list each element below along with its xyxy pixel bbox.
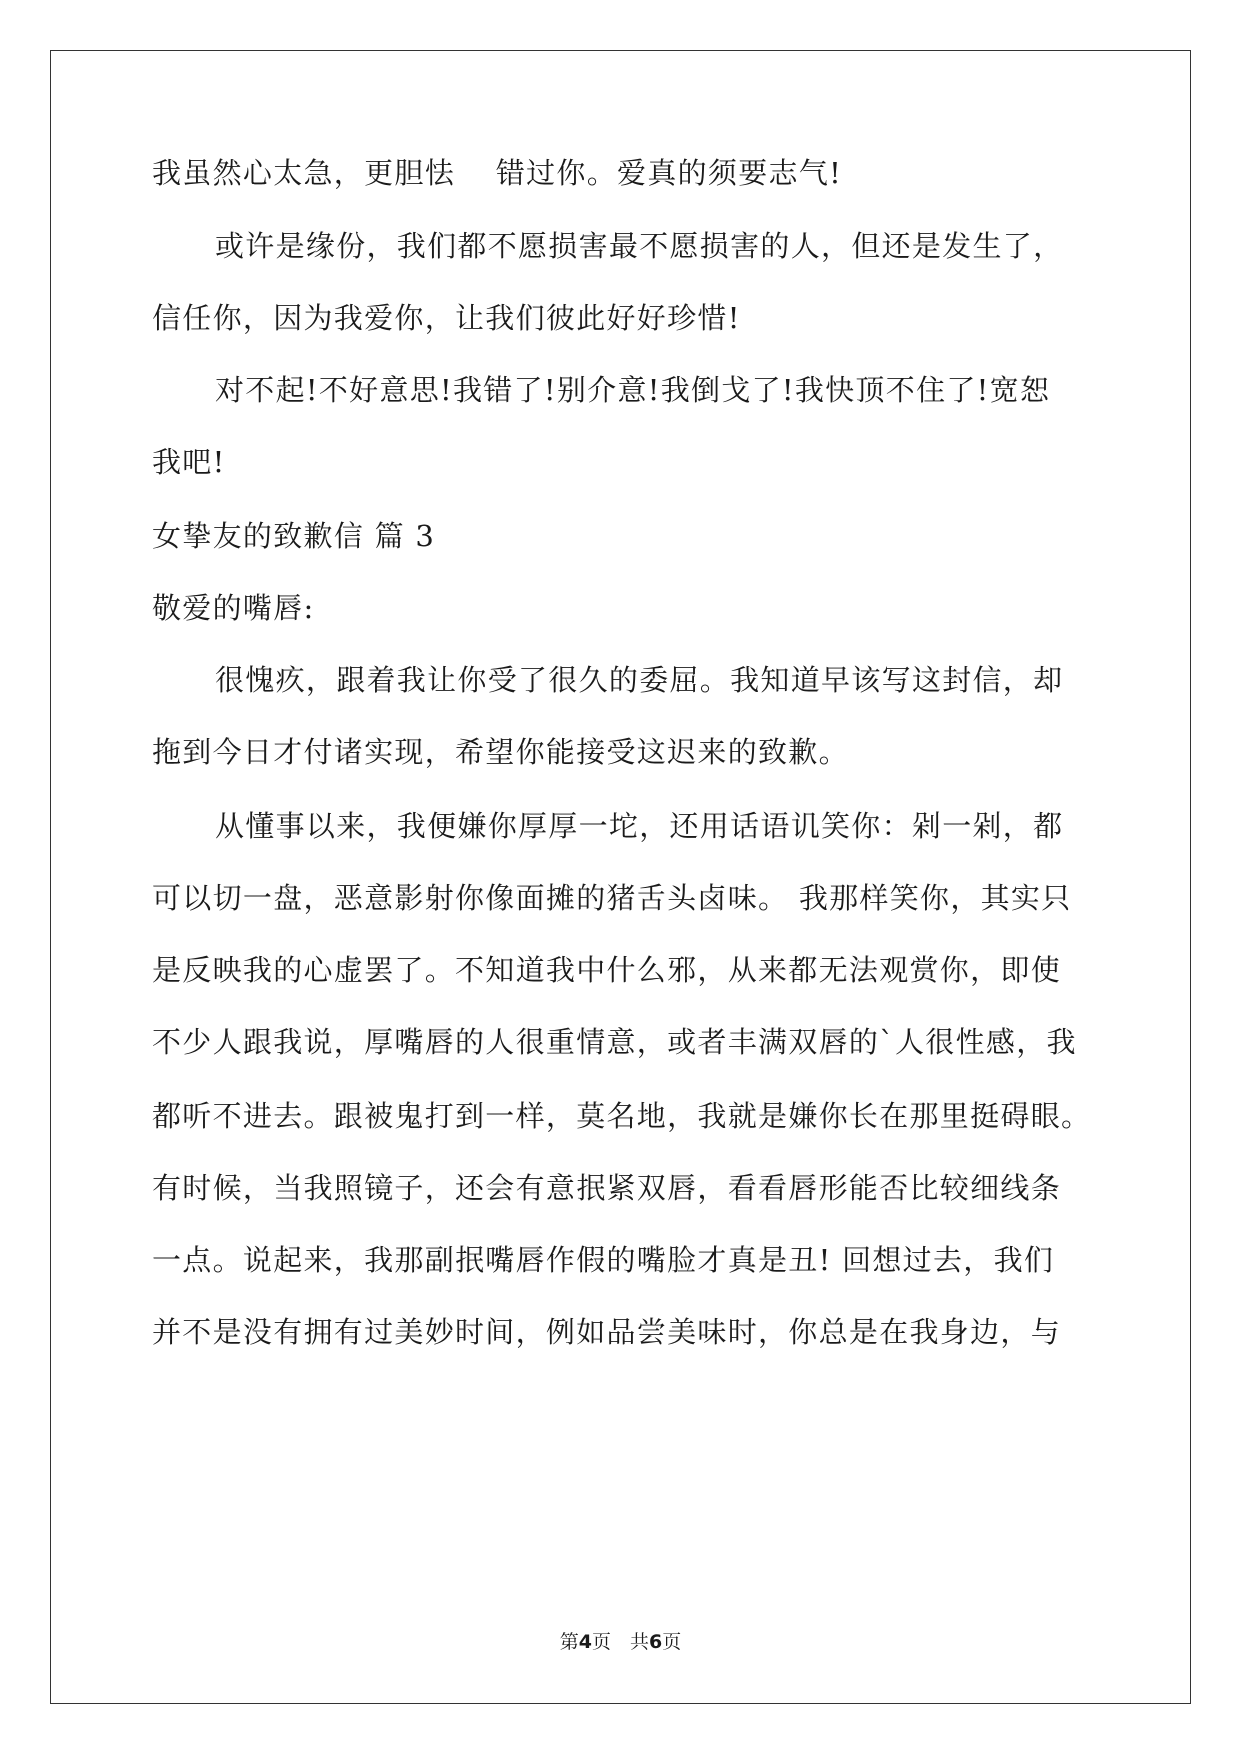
text-line: 很愧疚，跟着我让你受了很久的委屈。我知道早该写这封信，却 — [215, 663, 1064, 697]
section-heading: 女挚友的致歉信 篇 3 — [152, 519, 436, 553]
text-line: 一点。说起来，我那副抿嘴唇作假的嘴脸才真是丑! 回想过去，我们 — [152, 1243, 1055, 1277]
page-mid: 页 共 — [591, 1631, 649, 1653]
text-line: 拖到今日才付诸实现，希望你能接受这迟来的致歉。 — [152, 735, 849, 769]
text-line: 或许是缘份，我们都不愿损害最不愿损害的人，但还是发生了， — [215, 229, 1064, 263]
text-line: 并不是没有拥有过美妙时间，例如品尝美味时，你总是在我身边，与 — [152, 1315, 1062, 1349]
text-line: 我吧! — [152, 445, 226, 479]
page-prefix: 第 — [559, 1631, 579, 1653]
current-page-number: 4 — [578, 1631, 592, 1653]
text-line: 对不起!不好意思!我错了!别介意!我倒戈了!我快顶不住了!宽恕 — [215, 373, 1051, 407]
text-line: 都听不进去。跟被鬼打到一样，莫名地，我就是嫌你长在那里挺碍眼。 — [152, 1099, 1092, 1133]
text-line: 不少人跟我说，厚嘴唇的人很重情意，或者丰满双唇的`人很性感，我 — [152, 1025, 1077, 1059]
text-line: 有时候，当我照镜子，还会有意抿紧双唇，看看唇形能否比较细线条 — [152, 1171, 1062, 1205]
text-line: 信任你，因为我爱你，让我们彼此好好珍惜! — [152, 301, 741, 335]
salutation: 敬爱的嘴唇: — [152, 591, 315, 625]
page-suffix: 页 — [662, 1631, 682, 1653]
text-line: 是反映我的心虚罢了。不知道我中什么邪，从来都无法观赏你，即使 — [152, 953, 1062, 987]
text-line: 我虽然心太急，更胆怯 错过你。爱真的须要志气! — [152, 156, 843, 190]
text-line: 可以切一盘，恶意影射你像面摊的猪舌头卤味。 我那样笑你，其实只 — [152, 881, 1072, 915]
text-line: 从懂事以来，我便嫌你厚厚一坨，还用话语讥笑你：剁一剁，都 — [215, 809, 1064, 843]
page-number — [0, 1627, 1241, 1654]
total-page-number: 6 — [649, 1631, 663, 1653]
